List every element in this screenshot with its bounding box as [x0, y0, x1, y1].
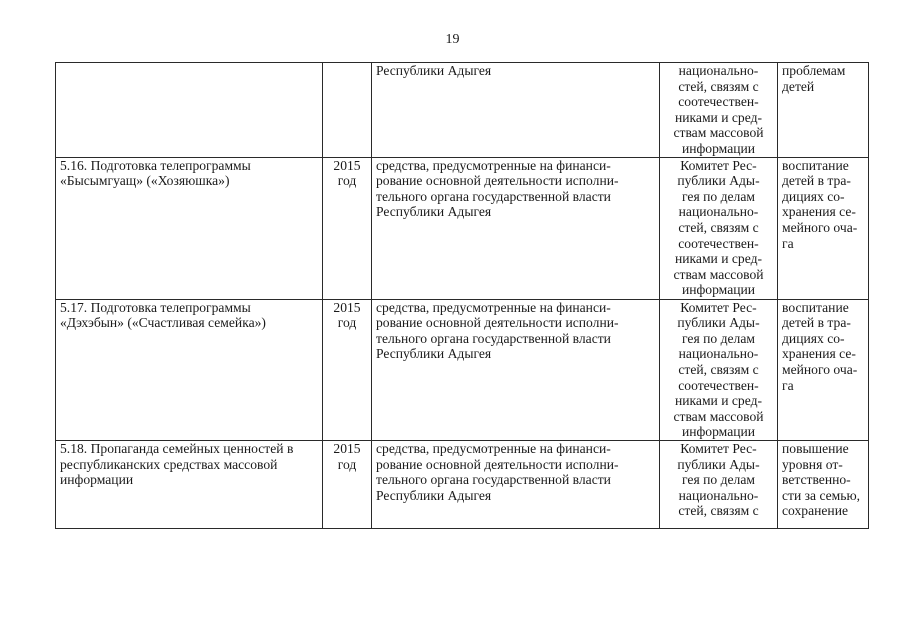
funding-source-cell: средства, предусмотренные на финанси- рование основной деятельности исполни- тельного органа государственной власти Республики Адыгея	[372, 440, 660, 528]
funding-source-cell: Республики Адыгея	[372, 63, 660, 158]
expected-result-cell: повышение уровня от- ветственно- сти за семью, сохранение	[778, 440, 869, 528]
executor-cell: Комитет Рес- публики Ады- гея по делам национально- стей, связям с	[660, 440, 778, 528]
table-row	[56, 63, 869, 158]
funding-source-cell: средства, предусмотренные на финанси- рование основной деятельности исполни- тельного органа государственной власти Республики Адыгея	[372, 157, 660, 299]
year-cell: 2015 год	[323, 440, 372, 528]
expected-result-cell: воспитание детей в тра- дициях со- хранения се- мейного оча- га	[778, 157, 869, 299]
expected-result-cell: воспитание детей в тра- дициях со- хранения се- мейного оча- га	[778, 299, 869, 440]
measures-table	[55, 62, 869, 529]
funding-source-cell: средства, предусмотренные на финанси- рование основной деятельности исполни- тельного органа государственной власти Республики Адыгея	[372, 299, 660, 440]
expected-result-cell: проблемам детей	[778, 63, 869, 158]
year-cell: 2015 год	[323, 299, 372, 440]
page-number: 19	[445, 32, 460, 47]
executor-cell: Комитет Рес- публики Ады- гея по делам национально- стей, связям с соотечествен- никами и сред- ствам массовой информации	[660, 299, 778, 440]
measure-cell: 5.18. Пропаганда семейных ценностей в республиканских средствах массовой информации	[56, 440, 323, 528]
measure-cell	[56, 63, 323, 158]
year-cell: 2015 год	[323, 157, 372, 299]
table-row	[56, 440, 869, 528]
table-row	[56, 157, 869, 299]
measure-cell: 5.17. Подготовка телепрограммы «Дэхэбын» («Счастливая семейка»)	[56, 299, 323, 440]
measure-cell: 5.16. Подготовка телепрограммы «Бысымгуащ» («Хозяюшка»)	[56, 157, 323, 299]
executor-cell: национально- стей, связям с соотечествен- никами и сред- ствам массовой информации	[660, 63, 778, 158]
table-row	[56, 299, 869, 440]
year-cell	[323, 63, 372, 158]
executor-cell: Комитет Рес- публики Ады- гея по делам национально- стей, связям с соотечествен- никами и сред- ствам массовой информации	[660, 157, 778, 299]
